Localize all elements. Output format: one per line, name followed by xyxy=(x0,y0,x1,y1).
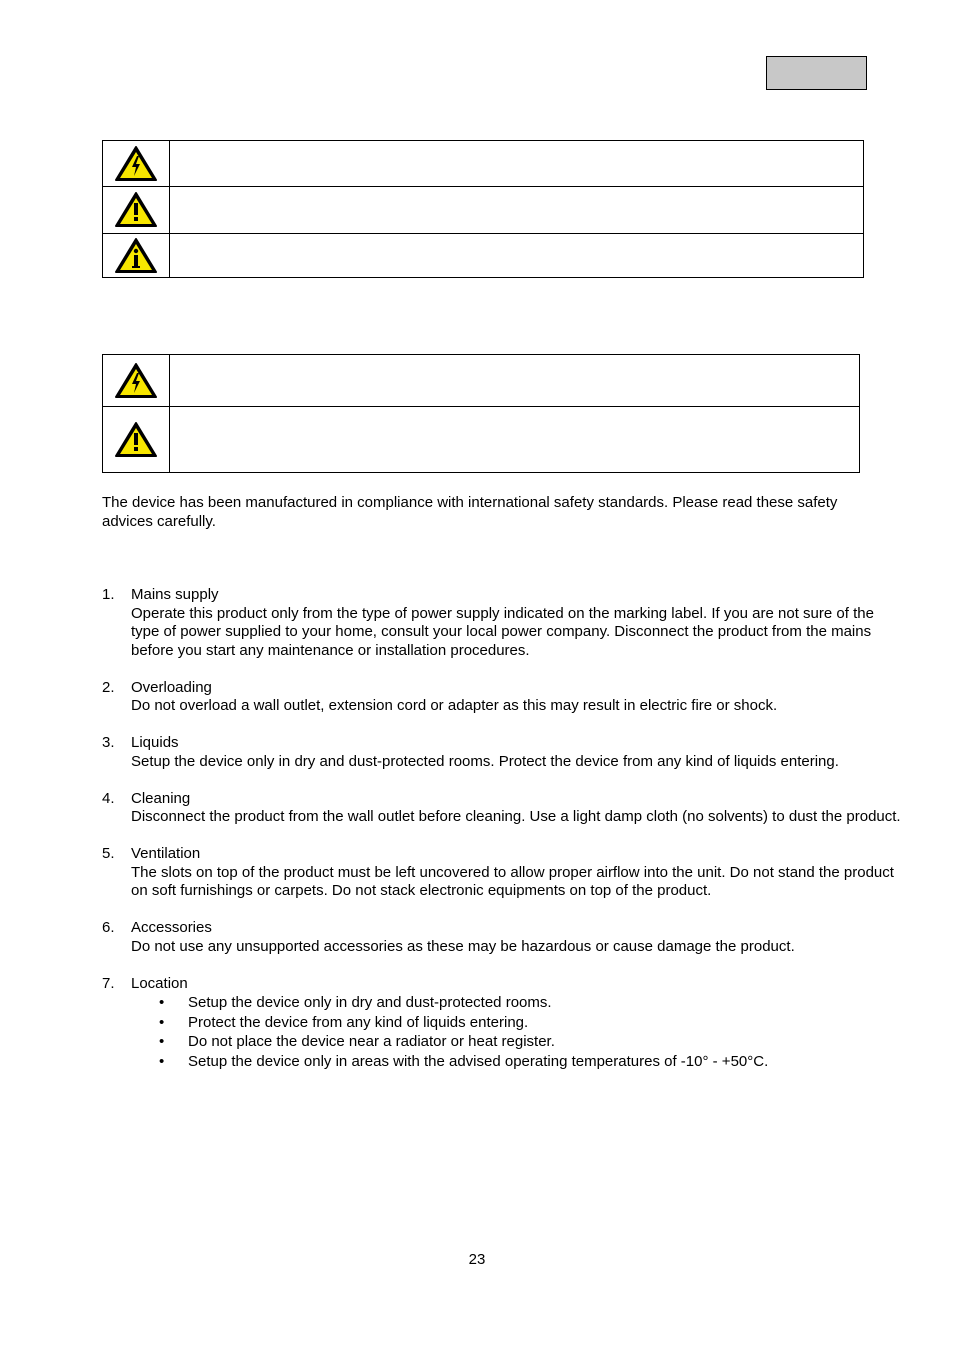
list-item-overloading xyxy=(102,679,902,716)
bullet-text: Setup the device only in dry and dust-protected rooms. xyxy=(188,994,552,1011)
page-number: 23 xyxy=(468,1251,486,1268)
symbol-description xyxy=(170,407,860,473)
item-title: Cleaning xyxy=(131,789,191,807)
language-label-box xyxy=(766,56,867,90)
symbols-table-bottom xyxy=(102,354,860,473)
list-item-location xyxy=(102,975,902,1072)
item-title: Overloading xyxy=(131,678,212,696)
symbol-description xyxy=(170,234,864,278)
item-title: Location xyxy=(131,974,188,992)
item-number: 4. xyxy=(102,789,115,807)
item-number: 5. xyxy=(102,845,115,862)
bullet-icon: • xyxy=(159,1013,165,1031)
list-item-ventilation xyxy=(102,845,902,901)
item-title: Mains supply xyxy=(131,586,219,603)
item-number: 6. xyxy=(102,919,115,936)
item-text: Operate this product only from the type of power supply indicated on the marking label. If you are not sure of the type of power supplied to your home, consult your local power company. Disconnect the product from the mains before you start any maintenance or installation procedures. xyxy=(131,604,874,659)
symbol-description xyxy=(170,141,864,187)
bullet-icon: • xyxy=(159,1052,165,1070)
item-text: Do not overload a wall outlet, extension cord or adapter as this may result in electric fire or shock. xyxy=(131,697,778,714)
bullet-icon: • xyxy=(159,1033,165,1051)
item-number: 7. xyxy=(102,974,115,992)
exclamation-warning-icon xyxy=(114,421,158,459)
symbol-description xyxy=(170,187,864,234)
item-number: 1. xyxy=(102,586,115,603)
item-number: 3. xyxy=(102,734,115,751)
item-title: Ventilation xyxy=(131,845,201,862)
symbol-cell xyxy=(103,234,170,278)
symbols-table-top xyxy=(102,140,864,278)
symbol-description xyxy=(170,355,860,407)
bullet-icon: • xyxy=(159,994,165,1011)
list-item-mains-supply xyxy=(102,586,902,660)
bullet-text: Do not place the device near a radiator or heat register. xyxy=(188,1033,555,1051)
list-item-cleaning xyxy=(102,790,902,827)
symbol-cell xyxy=(103,355,170,407)
item-title: Liquids xyxy=(131,734,179,751)
symbol-cell xyxy=(103,187,170,234)
bullet-text: Setup the device only in areas with the advised operating temperatures of -10° - +50°C. xyxy=(188,1052,769,1070)
electric-warning-icon xyxy=(114,362,158,400)
item-text: Disconnect the product from the wall outlet before cleaning. Use a light damp cloth (no solvents) to dust the product. xyxy=(131,808,901,825)
intro-paragraph: The device has been manufactured in compliance with international safety standards. Please read these safety advices carefully. xyxy=(102,494,838,530)
list-item-liquids xyxy=(102,734,902,771)
bullet-item xyxy=(131,1013,902,1033)
info-warning-icon xyxy=(114,237,158,275)
list-item-accessories xyxy=(102,919,902,956)
item-title: Accessories xyxy=(131,919,212,936)
item-text: The slots on top of the product must be left uncovered to allow proper airflow into the unit. Do not stand the product on soft furnishings or carpets. Do not stack electronic equipments on top of the product. xyxy=(131,863,894,899)
electric-warning-icon xyxy=(114,145,158,183)
item-text: Do not use any unsupported accessories as these may be hazardous or cause damage the product. xyxy=(131,937,795,955)
symbol-cell xyxy=(103,141,170,187)
item-number: 2. xyxy=(102,678,115,696)
bullet-text: Protect the device from any kind of liquids entering. xyxy=(188,1013,529,1031)
location-bullet-list xyxy=(131,993,902,1071)
symbol-cell xyxy=(103,407,170,473)
bullet-item xyxy=(131,1052,902,1072)
bullet-item xyxy=(131,1032,902,1052)
safety-instructions-list xyxy=(102,586,902,1090)
bullet-item xyxy=(131,993,902,1013)
exclamation-warning-icon xyxy=(114,191,158,229)
item-text: Setup the device only in dry and dust-protected rooms. Protect the device from any kind of liquids entering. xyxy=(131,752,839,770)
